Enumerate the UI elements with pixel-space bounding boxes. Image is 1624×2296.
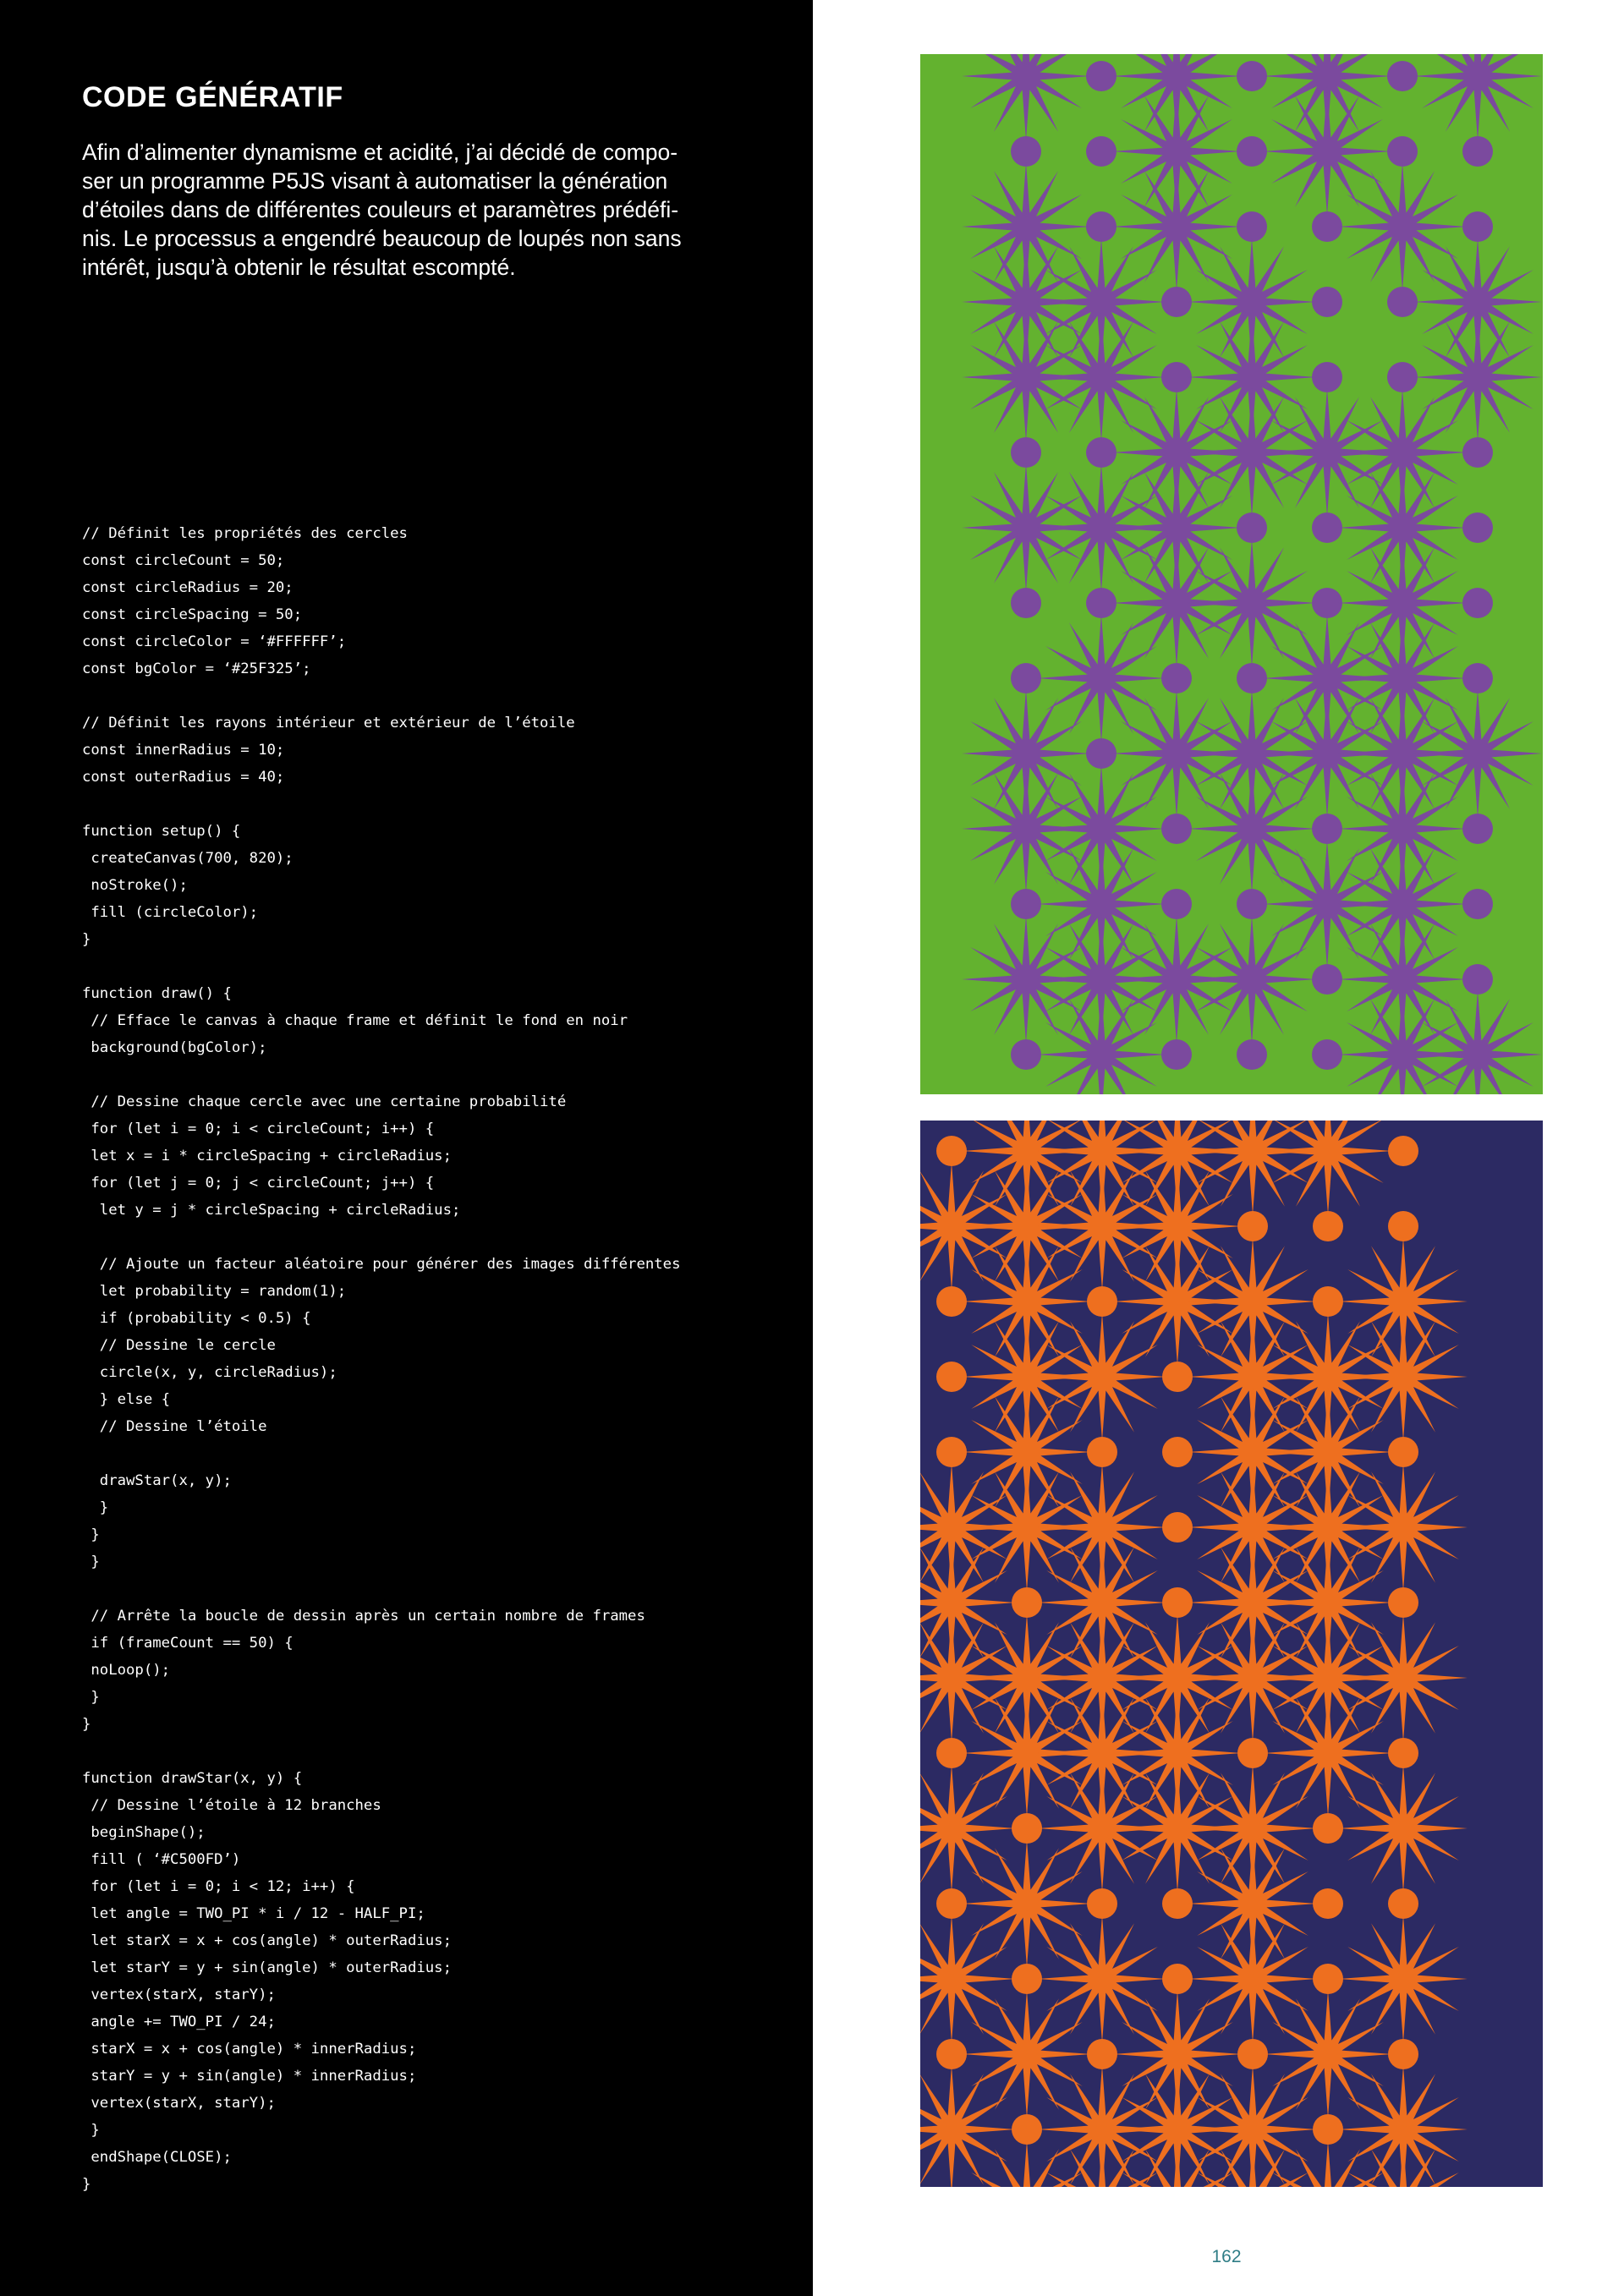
circle-dot [1312,964,1342,995]
circle-dot [1086,738,1116,769]
page-number: 162 [1211,2247,1242,2266]
circle-dot [1312,362,1342,392]
code-line: const bgColor = ‘#25F325’; [82,660,311,677]
circle-dot [1011,437,1041,468]
circle-dot [1011,588,1041,618]
code-line: let y = j * circleSpacing + circleRadius; [82,1202,461,1219]
circle-dot [1237,663,1267,693]
circle-dot [1161,1039,1192,1070]
circle-dot [1312,814,1342,844]
circle-dot [1462,512,1493,543]
code-line: for (let j = 0; j < circleCount; j++) { [82,1175,435,1192]
circle-dot [936,1437,967,1467]
circle-dot [1237,1738,1268,1768]
circle-dot [1313,1888,1343,1919]
code-line: function setup() { [82,823,241,840]
code-line: noStroke(); [82,877,188,894]
circle-dot [1388,1738,1418,1768]
code-line: const circleRadius = 20; [82,579,294,596]
circle-dot [1388,1587,1418,1618]
circle-dot [1012,1587,1042,1618]
circle-dot [1313,1813,1343,1844]
code-line: // Efface le canvas à chaque frame et définit le fond en noir [82,1012,628,1029]
code-line: // Dessine l’étoile [82,1418,267,1435]
circle-dot [1086,437,1116,468]
code-line: // Définit les propriétés des cercles [82,525,408,542]
circle-dot [1462,889,1493,919]
circle-dot [936,1136,967,1166]
circle-dot [1313,1211,1343,1241]
circle-dot [1462,588,1493,618]
code-line: if (frameCount == 50) { [82,1635,294,1652]
code-line: if (probability < 0.5) { [82,1310,311,1327]
circle-dot [936,1362,967,1392]
circle-dot [1161,663,1192,693]
circle-dot [1086,211,1116,242]
code-line: } [82,1553,100,1570]
circle-dot [1011,1039,1041,1070]
code-line: let starY = y + sin(angle) * outerRadius; [82,1959,452,1976]
code-line: let angle = TWO_PI * i / 12 - HALF_PI; [82,1905,425,1922]
circle-dot [1162,1964,1193,1994]
code-line [82,682,681,710]
circle-dot [1313,1964,1343,1994]
circle-dot [1462,211,1493,242]
code-line: let probability = random(1); [82,1283,347,1300]
code-line: // Arrête la boucle de dessin après un certain nombre de frames [82,1608,645,1625]
code-line: beginShape(); [82,1824,206,1841]
code-line [82,1575,681,1603]
intro-paragraph [82,138,708,282]
code-line: vertex(starX, starY); [82,2095,276,2112]
intro-line: Afin d’alimenter dynamisme et acidité, j’ai décidé de compo- [82,140,678,165]
circle-dot [936,2039,967,2069]
code-line: const circleColor = ‘#FFFFFF’; [82,633,347,650]
circle-dot [1161,814,1192,844]
code-line: const innerRadius = 10; [82,742,285,759]
code-line: starY = y + sin(angle) * innerRadius; [82,2068,417,2085]
star-pattern-navy [920,1121,1543,2187]
circle-dot [1387,61,1418,91]
circle-dot [1237,211,1267,242]
circle-dot [1012,1964,1042,1994]
circle-dot [1462,663,1493,693]
circle-dot [936,1286,967,1317]
pattern-navy-orange [920,1121,1543,2187]
code-line: } [82,2122,100,2139]
code-line: } [82,931,91,948]
circle-dot [1388,1437,1418,1467]
circle-dot [1237,61,1267,91]
code-line: function draw() { [82,985,232,1002]
circle-dot [1312,512,1342,543]
circle-dot [1237,136,1267,167]
code-line [82,1224,681,1251]
circle-dot [1162,1512,1193,1543]
circle-dot [1387,362,1418,392]
circle-dot [1237,2039,1268,2069]
code-line: angle += TWO_PI / 24; [82,2014,276,2030]
circle-dot [1312,211,1342,242]
circle-dot [1237,889,1267,919]
code-line: function drawStar(x, y) { [82,1770,303,1787]
code-line: starX = x + cos(angle) * innerRadius; [82,2041,417,2058]
code-line [82,953,681,980]
circle-dot [1162,1362,1193,1392]
intro-line: ser un programme P5JS visant à automatiser la génération [82,168,668,194]
circle-dot [936,1888,967,1919]
circle-dot [1011,889,1041,919]
code-line: circle(x, y, circleRadius); [82,1364,337,1381]
circle-dot [1237,1039,1267,1070]
code-line: createCanvas(700, 820); [82,850,294,867]
star-pattern-green [920,54,1543,1094]
code-line: fill (circleColor); [82,904,259,921]
code-line [82,1738,681,1765]
circle-dot [1312,588,1342,618]
code-line: } [82,1526,100,1543]
code-line: const circleSpacing = 50; [82,606,303,623]
code-line: } [82,1689,100,1706]
circle-dot [1387,136,1418,167]
pattern-green-purple [920,54,1543,1094]
intro-line: nis. Le processus a engendré beaucoup de loupés non sans [82,226,682,251]
code-line: for (let i = 0; i < 12; i++) { [82,1878,355,1895]
circle-dot [1161,889,1192,919]
circle-dot [1086,136,1116,167]
code-line: background(bgColor); [82,1039,267,1056]
code-line: let starX = x + cos(angle) * outerRadius; [82,1932,452,1949]
circle-dot [1162,1587,1193,1618]
circle-dot [1312,1039,1342,1070]
circle-dot [1162,1888,1193,1919]
code-line: const outerRadius = 40; [82,769,285,786]
code-line: for (let i = 0; i < circleCount; i++) { [82,1121,435,1137]
circle-dot [1086,61,1116,91]
circle-dot [1313,2114,1343,2145]
circle-dot [1012,1813,1042,1844]
circle-dot [1087,2039,1117,2069]
code-line: noLoop(); [82,1662,171,1679]
code-line [82,791,681,818]
circle-dot [1161,362,1192,392]
circle-dot [1161,287,1192,317]
code-line: vertex(starX, starY); [82,1986,276,2003]
code-line [82,1440,681,1467]
code-line: // Définit les rayons intérieur et extérieur de l’étoile [82,715,575,732]
circle-dot [1462,136,1493,167]
circle-dot [1087,1888,1117,1919]
code-line: // Dessine le cercle [82,1337,276,1354]
code-line: } [82,1499,109,1516]
circle-dot [1086,588,1116,618]
circle-dot [1087,1286,1117,1317]
circle-dot [1388,1211,1418,1241]
circle-dot [1237,512,1267,543]
code-line: const circleCount = 50; [82,552,285,569]
code-line: // Dessine l’étoile à 12 branches [82,1797,381,1814]
circle-dot [1462,814,1493,844]
circle-dot [1087,1437,1117,1467]
code-line: // Dessine chaque cercle avec une certaine probabilité [82,1093,567,1110]
code-line: } [82,1716,91,1733]
page-title: CODE GÉNÉRATIF [82,81,343,113]
circle-dot [1388,1888,1418,1919]
code-line: } [82,2176,91,2193]
code-listing [82,520,681,2198]
code-line: fill ( ‘#C500FD’) [82,1851,241,1868]
circle-dot [1388,2039,1418,2069]
circle-dot [1011,663,1041,693]
code-line: } else { [82,1391,171,1408]
code-line: // Ajoute un facteur aléatoire pour générer des images différentes [82,1256,681,1273]
code-line: let x = i * circleSpacing + circleRadius; [82,1148,452,1164]
circle-dot [1388,1136,1418,1166]
circle-dot [936,1738,967,1768]
code-line [82,1061,681,1088]
circle-dot [1011,136,1041,167]
code-line: drawStar(x, y); [82,1472,232,1489]
circle-dot [1462,964,1493,995]
circle-dot [1312,287,1342,317]
circle-dot [1462,437,1493,468]
intro-line: d’étoiles dans de différentes couleurs et paramètres prédéfi- [82,197,679,222]
intro-line: intérêt, jusqu’à obtenir le résultat escompté. [82,255,516,280]
circle-dot [1237,1211,1268,1241]
circle-dot [1387,287,1418,317]
circle-dot [1162,1437,1193,1467]
circle-dot [1313,1286,1343,1317]
code-line: endShape(CLOSE); [82,2149,232,2166]
circle-dot [1012,2114,1042,2145]
